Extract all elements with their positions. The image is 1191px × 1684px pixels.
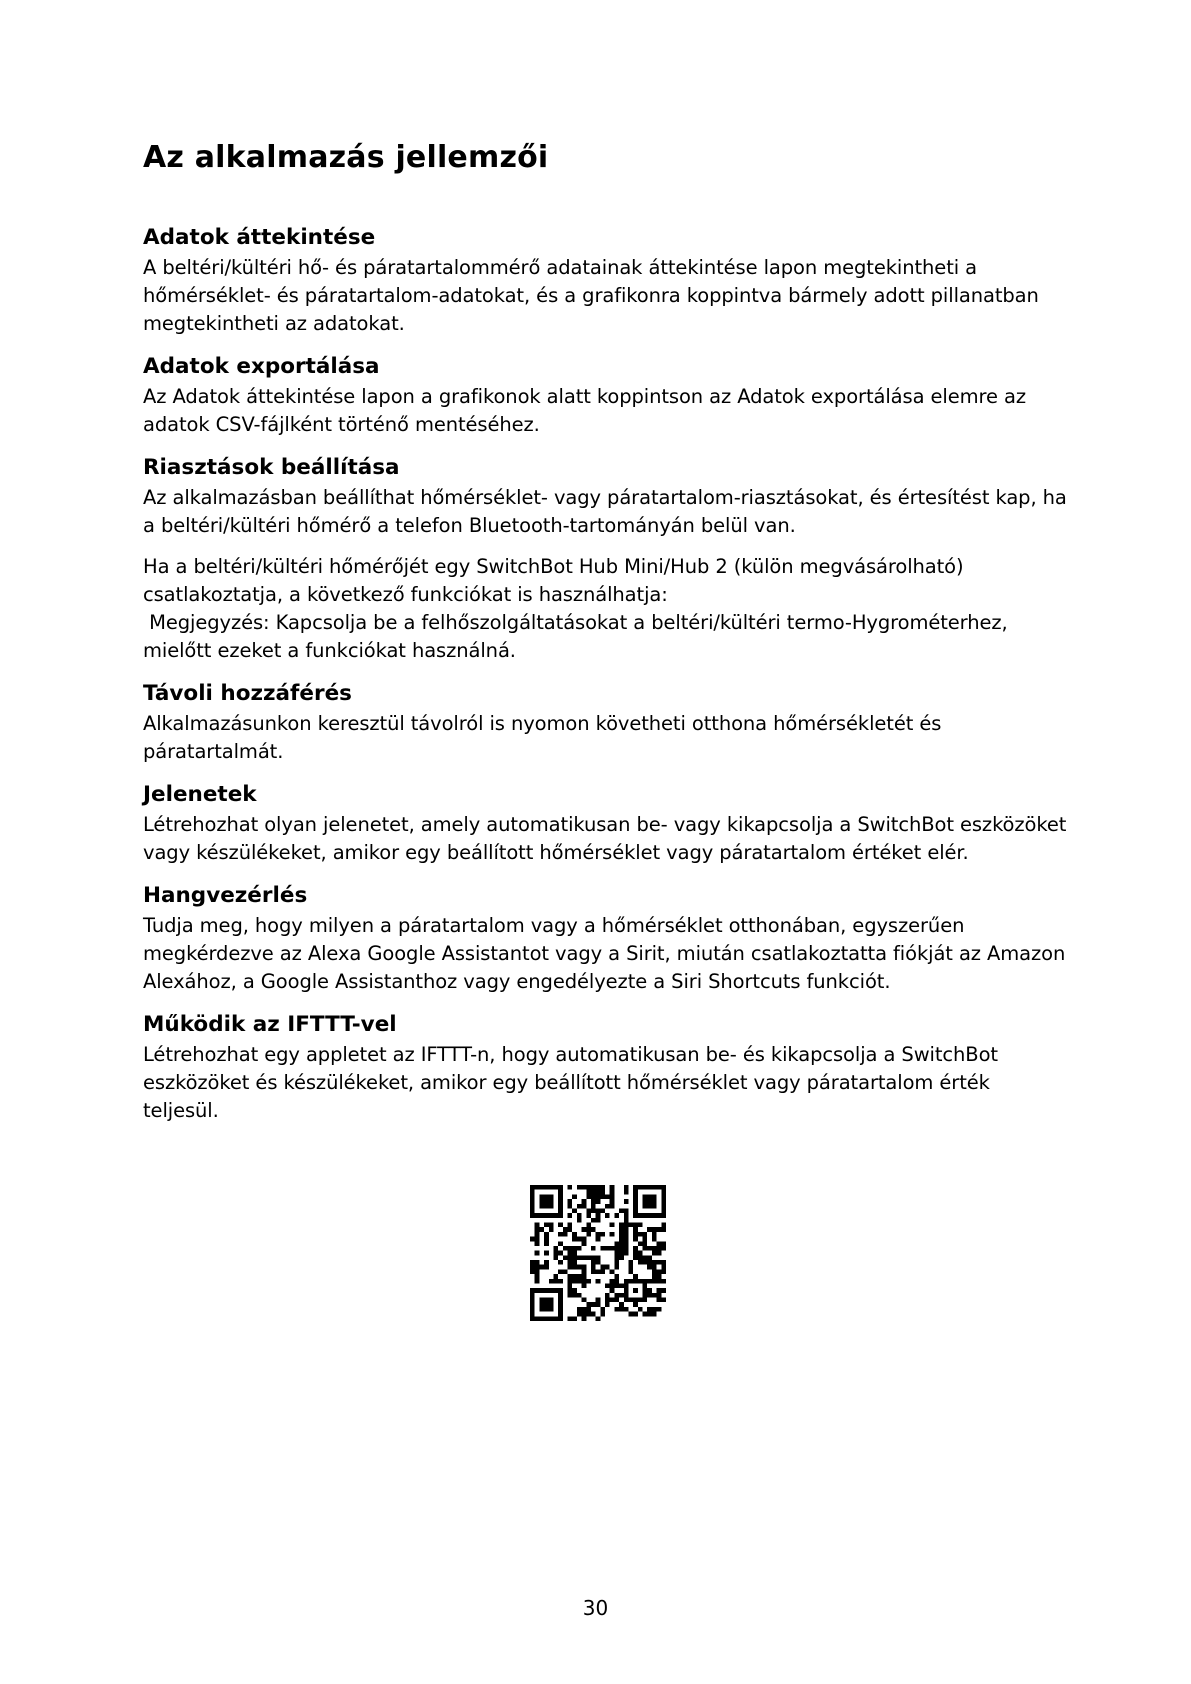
section-text: Alkalmazásunkon keresztül távolról is nyomon követheti otthona hőmérsékletét és páratartalmát. <box>143 712 942 763</box>
section-heading: Jelenetek <box>143 782 257 807</box>
section-text: Tudja meg, hogy milyen a páratartalom vagy a hőmérséklet otthonában, egyszerűen megkérdezve az Alexa Google Assistantot vagy a Sirit, miután csatlakoztatta fiókját az Amazon Alexához, a Google Assistanthoz vagy engedélyezte a Siri Shortcuts funkciót. <box>143 914 1066 993</box>
section-text: Létrehozhat egy appletet az IFTTT-n, hogy automatikusan be- és kikapcsolja a SwitchBot eszközöket és készülékeket, amikor egy beállított hőmérséklet vagy páratartalom érték teljesül. <box>143 1043 998 1122</box>
section-alerts <box>143 452 1068 540</box>
section-heading: Hangvezérlés <box>143 883 308 908</box>
section-data-overview <box>143 222 1068 338</box>
hub-note-text: Megjegyzés: Kapcsolja be a felhőszolgáltatásokat a beltéri/kültéri termo-Hygrométerhez, mielőtt ezeket a funkciókat használná. <box>143 611 1014 662</box>
section-voice-control <box>143 880 1068 996</box>
page-number: 30 <box>582 1596 609 1620</box>
section-heading: Működik az IFTTT-vel <box>143 1012 397 1037</box>
section-ifttt <box>143 1009 1068 1125</box>
section-remote-access <box>143 678 1068 766</box>
section-heading: Adatok áttekintése <box>143 225 376 250</box>
page-title: Az alkalmazás jellemzői <box>143 140 549 175</box>
section-heading: Riasztások beállítása <box>143 455 400 480</box>
hub-intro-text: Ha a beltéri/kültéri hőmérőjét egy SwitchBot Hub Mini/Hub 2 (külön megvásárolható) csatlakoztatja, a következő funkciókat is használhatja: <box>143 555 964 606</box>
section-heading: Távoli hozzáférés <box>143 681 352 706</box>
section-data-export <box>143 351 1068 439</box>
section-scenes <box>143 779 1068 867</box>
section-text: Az Adatok áttekintése lapon a grafikonok alatt koppintson az Adatok exportálása elemre az adatok CSV-fájlként történő mentéséhez. <box>143 385 1026 436</box>
section-text: Az alkalmazásban beállíthat hőmérséklet- vagy páratartalom-riasztásokat, és értesítést kap, ha a beltéri/kültéri hőmérő a telefon Bluetooth-tartományán belül van. <box>143 486 1067 537</box>
section-heading: Adatok exportálása <box>143 354 380 379</box>
hub-note <box>143 553 1068 665</box>
qr-code-icon <box>530 1185 666 1321</box>
section-text: Létrehozhat olyan jelenetet, amely automatikusan be- vagy kikapcsolja a SwitchBot eszközöket vagy készülékeket, amikor egy beállított hőmérséklet vagy páratartalom értéket elér. <box>143 813 1067 864</box>
section-text: A beltéri/kültéri hő- és páratartalommérő adatainak áttekintése lapon megtekintheti a hőmérséklet- és páratartalom-adatokat, és a grafikonra koppintva bármely adott pillanatban megtekintheti az adatokat. <box>143 256 1039 335</box>
content <box>143 222 1068 1138</box>
